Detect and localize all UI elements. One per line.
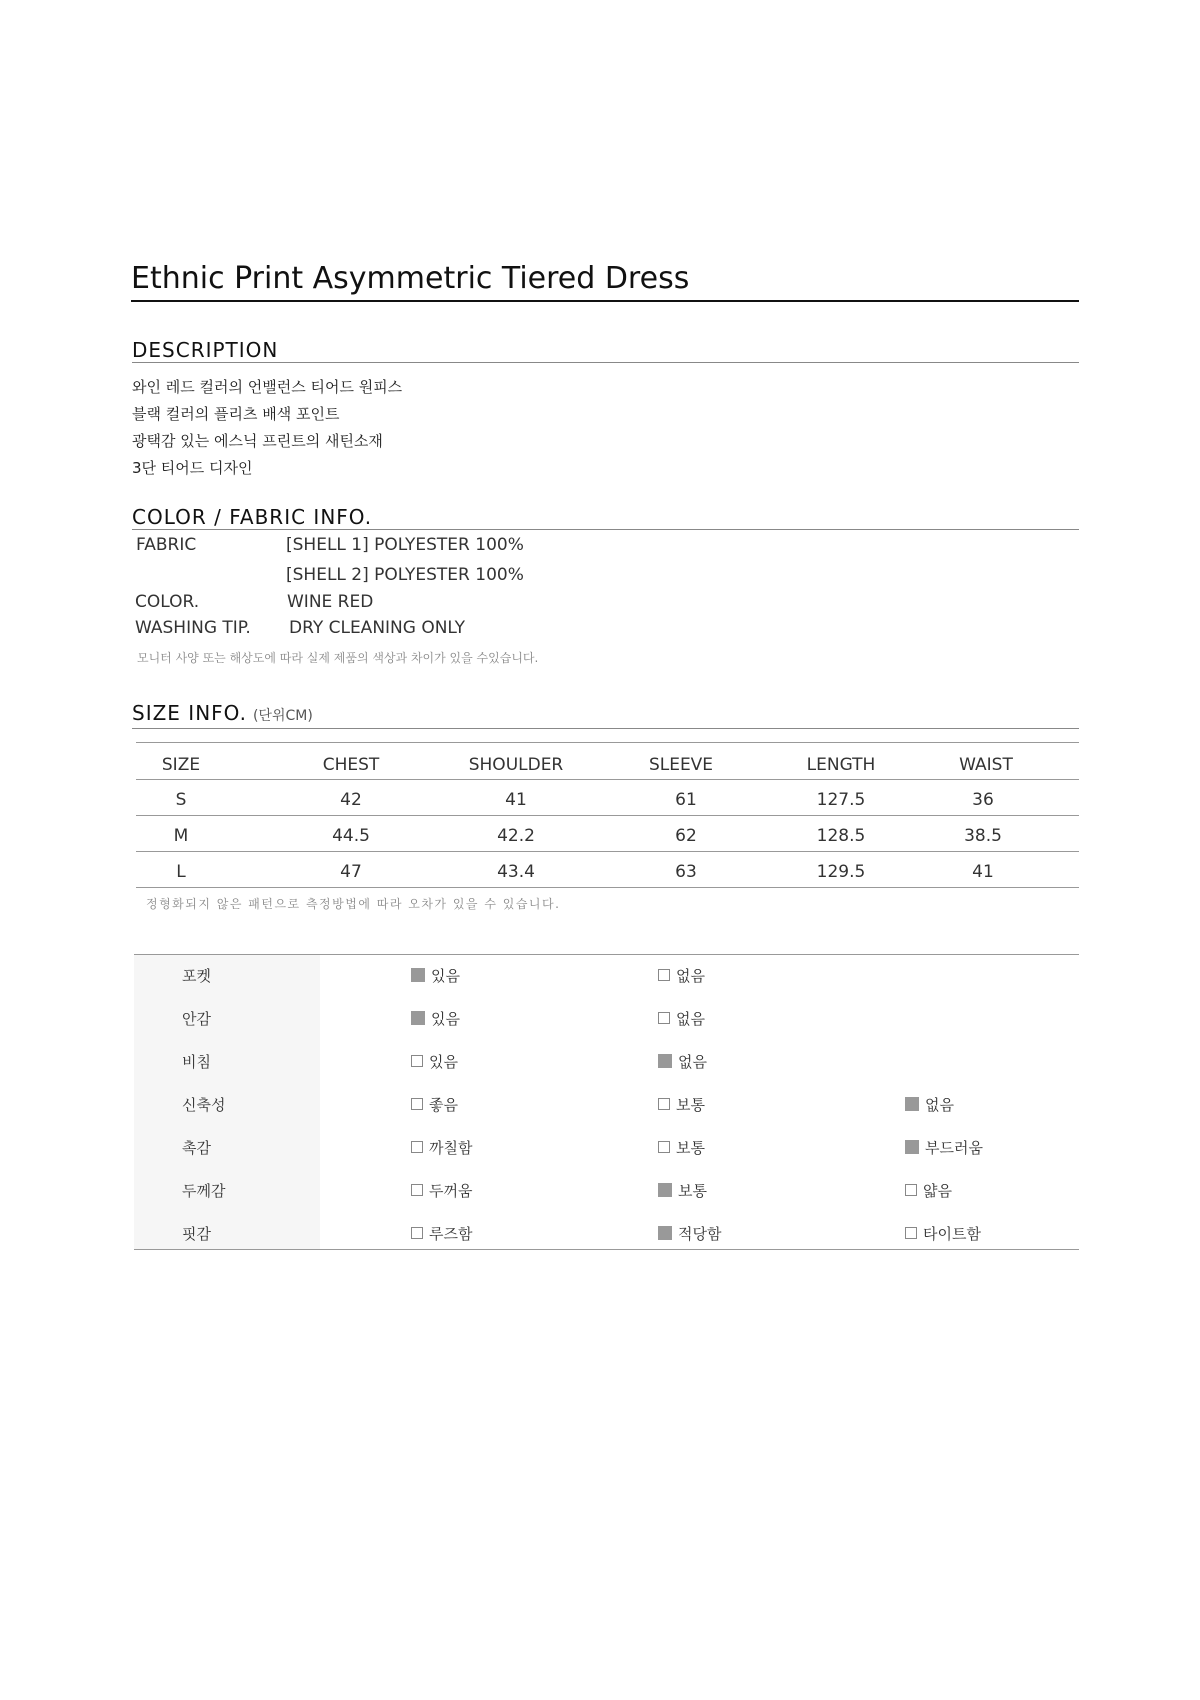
description-line: 광택감 있는 에스닉 프린트의 새틴소재 <box>132 432 383 450</box>
attribute-option <box>905 1170 952 1212</box>
attribute-table <box>134 954 1079 1250</box>
size-info-heading-text: SIZE INFO. <box>132 701 247 725</box>
attribute-option <box>658 1213 721 1255</box>
attribute-option <box>658 998 705 1040</box>
attribute-option <box>411 1213 472 1255</box>
checked-box-icon <box>658 1226 672 1240</box>
attribute-option-label: 부드러움 <box>925 1139 983 1157</box>
attribute-option-label: 보통 <box>678 1182 707 1200</box>
size-info-heading <box>132 698 1079 729</box>
attribute-option-label: 없음 <box>678 1053 707 1071</box>
checked-box-icon <box>658 1183 672 1197</box>
table-cell: 41 <box>505 790 527 810</box>
checked-box-icon <box>411 1011 425 1025</box>
attribute-name: 핏감 <box>182 1225 211 1243</box>
table-cell: 42.2 <box>497 826 535 846</box>
table-cell: 43.4 <box>497 862 535 882</box>
table-cell: 128.5 <box>816 826 866 846</box>
column-header: WAIST <box>959 755 1013 775</box>
fabric-info-heading-text: COLOR / FABRIC INFO. <box>132 505 373 529</box>
attribute-option <box>411 998 460 1040</box>
attribute-option <box>658 1127 705 1169</box>
color-label: COLOR. <box>135 592 200 612</box>
attribute-option-label: 있음 <box>429 1053 458 1071</box>
measurement-disclaimer: 정형화되지 않은 패턴으로 측정방법에 따라 오차가 있을 수 있습니다. <box>146 897 561 911</box>
attribute-option-label: 좋음 <box>429 1096 458 1114</box>
size-table <box>136 742 1079 888</box>
table-cell: 47 <box>340 862 362 882</box>
column-header: LENGTH <box>806 755 876 775</box>
attribute-option <box>411 1084 458 1126</box>
description-heading <box>132 332 1079 363</box>
attribute-name: 촉감 <box>182 1139 211 1157</box>
attribute-option <box>411 955 460 997</box>
washing-label: WASHING TIP. <box>135 618 251 638</box>
attribute-option <box>411 1041 458 1083</box>
table-cell: M <box>173 826 189 846</box>
attribute-option-label: 타이트함 <box>923 1225 981 1243</box>
description-line: 블랙 컬러의 플리츠 배색 포인트 <box>132 405 340 423</box>
column-header: SIZE <box>161 755 201 775</box>
attribute-option-label: 두꺼움 <box>429 1182 473 1200</box>
attribute-option-label: 없음 <box>925 1096 954 1114</box>
unchecked-box-icon <box>658 1012 670 1024</box>
attribute-option <box>905 1084 954 1126</box>
attribute-row <box>134 1213 1079 1255</box>
attribute-option <box>658 1084 705 1126</box>
description-line: 3단 티어드 디자인 <box>132 459 253 477</box>
table-cell: 38.5 <box>964 826 1002 846</box>
product-title-text: Ethnic Print Asymmetric Tiered Dress <box>131 261 690 296</box>
attribute-option-label: 까칠함 <box>429 1139 473 1157</box>
table-row <box>136 816 1079 852</box>
attribute-row <box>134 1170 1079 1212</box>
column-header: SLEEVE <box>648 755 714 775</box>
table-cell: 61 <box>675 790 697 810</box>
attribute-option-label: 적당함 <box>678 1225 722 1243</box>
attribute-option-label: 보통 <box>676 1139 705 1157</box>
attribute-option-label: 루즈함 <box>429 1225 473 1243</box>
attribute-option <box>905 1213 981 1255</box>
attribute-option <box>658 1041 707 1083</box>
table-cell: 129.5 <box>816 862 866 882</box>
unchecked-box-icon <box>411 1184 423 1196</box>
checked-box-icon <box>905 1097 919 1111</box>
table-cell: 62 <box>675 826 697 846</box>
table-cell: S <box>175 790 187 810</box>
unchecked-box-icon <box>905 1227 917 1239</box>
attribute-row <box>134 1127 1079 1169</box>
attribute-option-label: 있음 <box>431 967 460 985</box>
column-header: CHEST <box>322 755 380 775</box>
attribute-row <box>134 1041 1079 1083</box>
table-row <box>136 780 1079 816</box>
attribute-row <box>134 998 1079 1040</box>
unchecked-box-icon <box>411 1055 423 1067</box>
attribute-name: 안감 <box>182 1010 211 1028</box>
product-title <box>131 258 1079 302</box>
checked-box-icon <box>411 968 425 982</box>
attribute-option <box>658 955 705 997</box>
unchecked-box-icon <box>905 1184 917 1196</box>
column-header: SHOULDER <box>468 755 564 775</box>
attribute-option <box>905 1127 983 1169</box>
color-value: WINE RED <box>287 592 374 612</box>
attribute-option <box>411 1170 472 1212</box>
table-row <box>136 852 1079 888</box>
size-unit: (단위CM) <box>252 708 313 724</box>
table-cell: 44.5 <box>332 826 370 846</box>
table-cell: 127.5 <box>816 790 866 810</box>
washing-value: DRY CLEANING ONLY <box>289 618 466 638</box>
checked-box-icon <box>658 1054 672 1068</box>
attribute-option-label: 보통 <box>676 1096 705 1114</box>
fabric-label: FABRIC <box>136 535 197 555</box>
attribute-name: 비침 <box>182 1053 211 1071</box>
table-cell: 41 <box>972 862 994 882</box>
description-heading-text: DESCRIPTION <box>132 338 279 362</box>
attribute-option-label: 없음 <box>676 967 705 985</box>
color-disclaimer: 모니터 사양 또는 해상도에 따라 실제 제품의 색상과 차이가 있을 수있습니다. <box>137 651 539 665</box>
attribute-option-label: 있음 <box>431 1010 460 1028</box>
description-line: 와인 레드 컬러의 언밸런스 티어드 원피스 <box>132 378 403 396</box>
table-cell: 36 <box>972 790 994 810</box>
attribute-name: 신축성 <box>182 1096 226 1114</box>
fabric-value: [SHELL 1] POLYESTER 100% <box>286 535 524 555</box>
attribute-option-label: 없음 <box>676 1010 705 1028</box>
table-cell: 63 <box>675 862 697 882</box>
unchecked-box-icon <box>658 1141 670 1153</box>
unchecked-box-icon <box>411 1141 423 1153</box>
unchecked-box-icon <box>658 1098 670 1110</box>
attribute-name: 두께감 <box>182 1182 226 1200</box>
attribute-name: 포켓 <box>182 967 211 985</box>
fabric-info-heading <box>132 498 1079 530</box>
unchecked-box-icon <box>411 1098 423 1110</box>
attribute-row <box>134 1084 1079 1126</box>
unchecked-box-icon <box>411 1227 423 1239</box>
fabric-value: [SHELL 2] POLYESTER 100% <box>286 565 524 585</box>
attribute-row <box>134 955 1079 997</box>
table-cell: L <box>176 862 186 882</box>
unchecked-box-icon <box>658 969 670 981</box>
size-table-header <box>136 742 1079 780</box>
table-cell: 42 <box>340 790 362 810</box>
attribute-option <box>411 1127 472 1169</box>
checked-box-icon <box>905 1140 919 1154</box>
attribute-option-label: 얇음 <box>923 1182 952 1200</box>
attribute-option <box>658 1170 707 1212</box>
